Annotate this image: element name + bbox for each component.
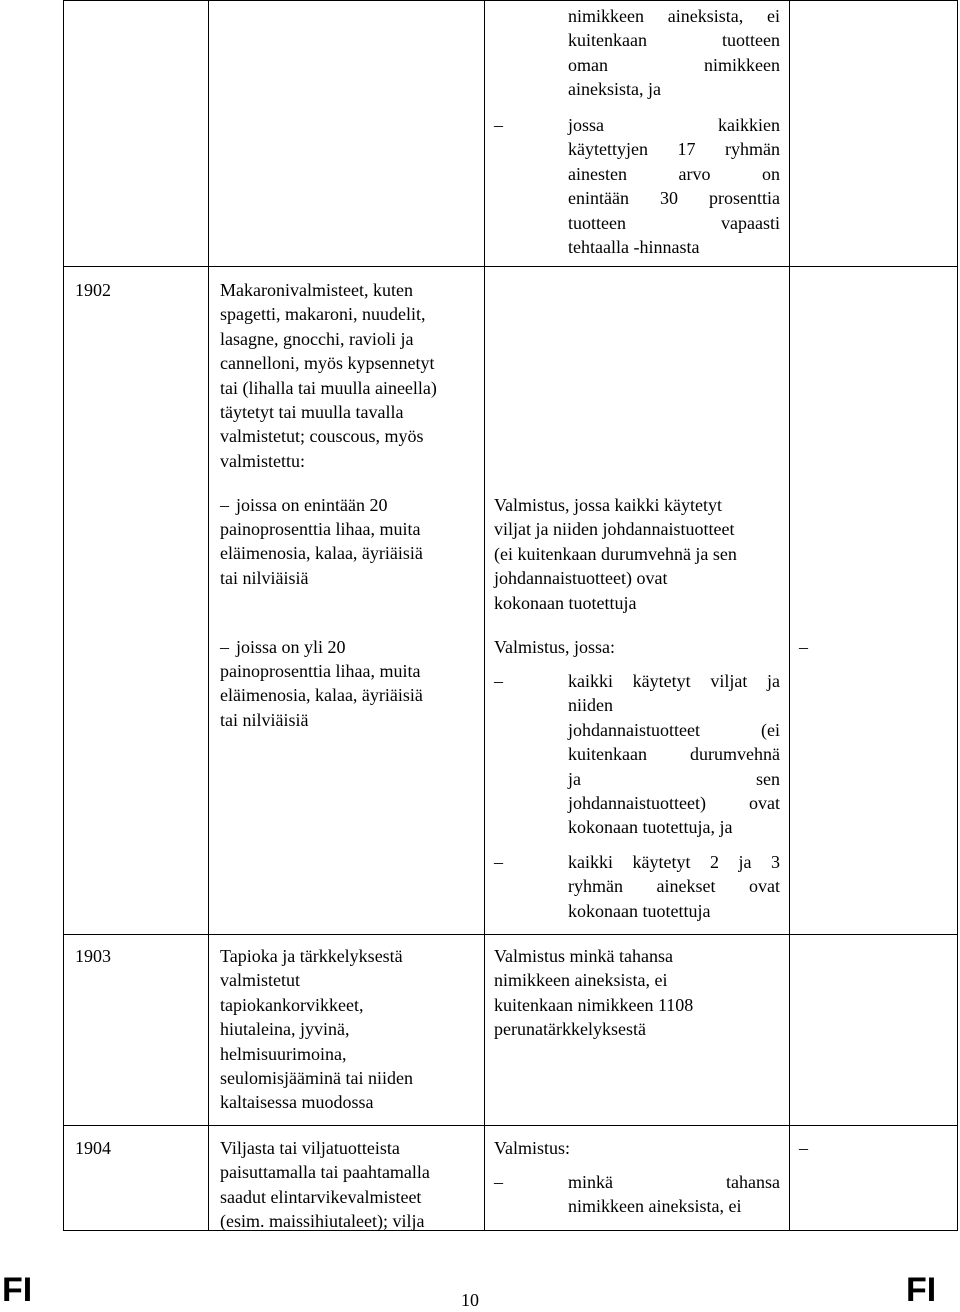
row-1902-subitem-2-col4: – — [799, 637, 808, 657]
table-border-bottom — [63, 1230, 958, 1231]
item-dash: – — [494, 115, 503, 135]
row-separator-3 — [63, 1125, 958, 1126]
row-code-1903: 1903 — [75, 946, 111, 966]
table-divider-3 — [789, 0, 790, 1231]
item-dash: – — [220, 637, 229, 657]
table-border-top — [63, 0, 958, 1]
row-1904-description: Viljasta tai viljatuotteista paisuttamalla tai paahtamalla saadut elintarvikevalmisteet (esim. maissihiutaleet); vilja — [220, 1138, 430, 1232]
row-1903-rule: Valmistus minkä tahansa nimikkeen aineksista, ei kuitenkaan nimikkeen 1108 perunatärkkelyksestä — [494, 946, 694, 1040]
row-1902-subitem-2-description: joissa on yli 20 — [236, 637, 346, 657]
row-1902-subitem-1-description: joissa on enintään 20 — [236, 495, 388, 515]
row-1902-subitem-2-rule-item-2: kaikki käytetyt 2 ja 3 ryhmän ainekset ovat kokonaan tuotettuja — [568, 852, 780, 921]
row-1904-rule-item: minkä tahansa nimikkeen aineksista, ei — [568, 1172, 780, 1217]
item-dash: – — [220, 495, 229, 515]
footer-language-code-right: FI — [906, 1271, 937, 1309]
row-1902-subitem-2-rule-intro: Valmistus, jossa: — [494, 637, 616, 657]
row-continuation-col3-continued: nimikkeen aineksista, ei kuitenkaan tuotteen oman nimikkeen aineksista, ja — [568, 6, 780, 100]
row-1902-subitem-2-description-cont: painoprosenttia lihaa, muita eläimenosia, kalaa, äyriäisiä tai nilviäisiä — [220, 661, 423, 730]
table-border-left — [63, 0, 64, 1231]
page-number: 10 — [461, 1290, 479, 1310]
row-1904-col4: – — [799, 1138, 808, 1158]
row-code-1902: 1902 — [75, 280, 111, 300]
item-dash: – — [494, 1172, 503, 1192]
row-separator-1 — [63, 266, 958, 267]
row-code-1904: 1904 — [75, 1138, 111, 1158]
table-divider-1 — [208, 0, 209, 1231]
table-border-right — [957, 0, 958, 1231]
row-1904-rule-intro: Valmistus: — [494, 1138, 571, 1158]
row-1903-description: Tapioka ja tärkkelyksestä valmistetut tapiokankorvikkeet, hiutaleina, jyvinä, helmisuurimoina, seulomisjääminä tai niiden kaltaisessa muodossa — [220, 946, 413, 1113]
row-1902-subitem-1-description-cont: painoprosenttia lihaa, muita eläimenosia, kalaa, äyriäisiä tai nilviäisiä — [220, 519, 423, 588]
row-1902-subitem-1-rule: Valmistus, jossa kaikki käytetyt viljat ja niiden johdannaistuotteet (ei kuitenkaan durumvehnä ja sen johdannaistuotteet) ovat kokonaan tuotettuja — [494, 495, 737, 613]
row-continuation-col3-item: jossa kaikkien käytettyjen 17 ryhmän ainesten arvo on enintään 30 prosenttia tuotteen vapaasti tehtaalla -hinnasta — [568, 115, 780, 258]
row-separator-2 — [63, 934, 958, 935]
footer-language-code-left: FI — [2, 1271, 33, 1309]
table-divider-2 — [484, 0, 485, 1231]
item-dash: – — [494, 852, 503, 872]
row-1902-subitem-2-rule-item-1: kaikki käytetyt viljat ja niiden johdannaistuotteet (ei kuitenkaan durumvehnä ja sen johdannaistuotteet) ovat kokonaan tuotettuja, ja — [568, 671, 780, 838]
item-dash: – — [494, 671, 503, 691]
row-1902-description: Makaronivalmisteet, kuten spagetti, makaroni, nuudelit, lasagne, gnocchi, ravioli ja cannelloni, myös kypsennetyt tai (lihalla tai muulla aineella) täytetyt tai muulla tavalla valmistetut; couscous, myös valmistettu: — [220, 280, 437, 471]
